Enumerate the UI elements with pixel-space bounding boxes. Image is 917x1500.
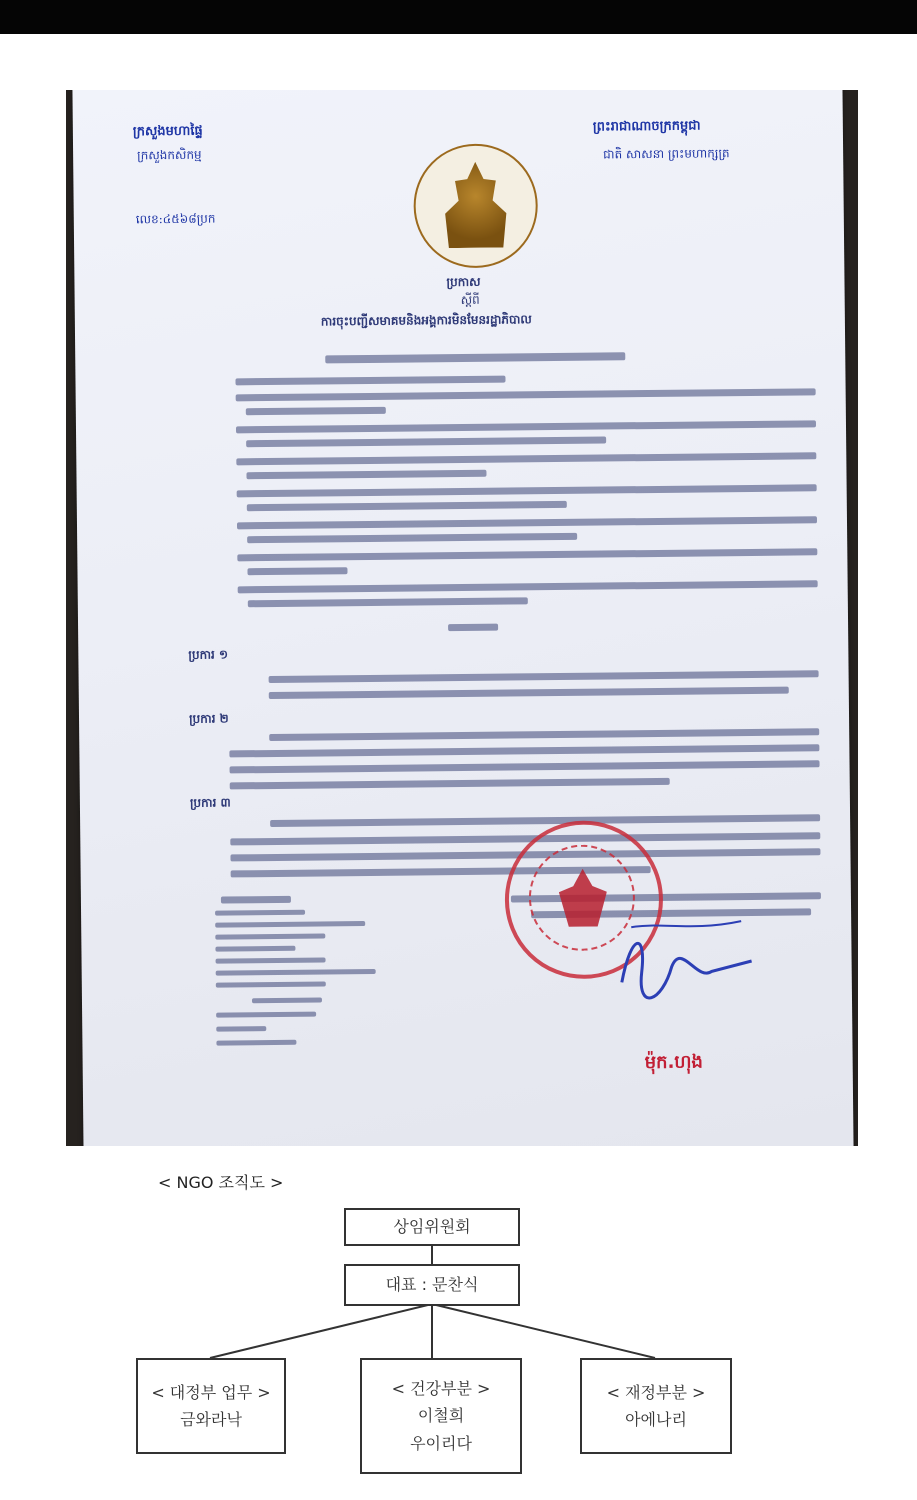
department-name: < 건강부분 >: [391, 1379, 491, 1399]
department-health-box: [360, 1358, 522, 1474]
department-member: 이철희: [417, 1406, 465, 1426]
reference-number: លេខ:៤៥៦៨ប្រក: [135, 211, 216, 227]
department-name: < 대정부 업무 >: [151, 1382, 271, 1402]
signatory-name: ម៉ុក.ហុង: [644, 1051, 704, 1074]
department-government-box: [136, 1358, 286, 1454]
department-member: 우이리다: [410, 1433, 472, 1453]
committee-label: 상임위원회: [393, 1217, 471, 1237]
representative-label: 대표 : 문찬식: [385, 1275, 479, 1295]
org-chart-title: < NGO 조직도 >: [158, 1173, 284, 1192]
representative-box: [344, 1264, 520, 1306]
department-finance-box: [580, 1358, 732, 1454]
article-1-label: ប្រការ ១: [188, 647, 229, 662]
announcement-label: ប្រកាស: [446, 274, 481, 290]
header-left-line-2: ក្រសួងកសិកម្ម: [137, 147, 202, 163]
department-member: 아에나리: [625, 1410, 687, 1429]
department-name: < 재정부분 >: [606, 1382, 706, 1402]
committee-box: [344, 1208, 520, 1246]
header-left-line-1: ក្រសួងមហាផ្ទៃ: [132, 123, 203, 140]
header-right-line-2: ជាតិ សាសនា ព្រះមហាក្សត្រ: [603, 146, 730, 162]
header-right-line-1: ព្រះរាជាណាចក្រកម្ពុជា: [592, 118, 701, 135]
article-3-label: ប្រការ ៣: [189, 795, 231, 810]
document-title: ការចុះបញ្ជីសមាគមនិងអង្គការមិនមែនរដ្ឋាភិបាល: [320, 312, 532, 329]
article-2-label: ប្រការ ២: [188, 711, 229, 726]
department-member: 금와라낙: [180, 1410, 242, 1429]
subject-label: ស្ដីពី: [460, 292, 480, 308]
